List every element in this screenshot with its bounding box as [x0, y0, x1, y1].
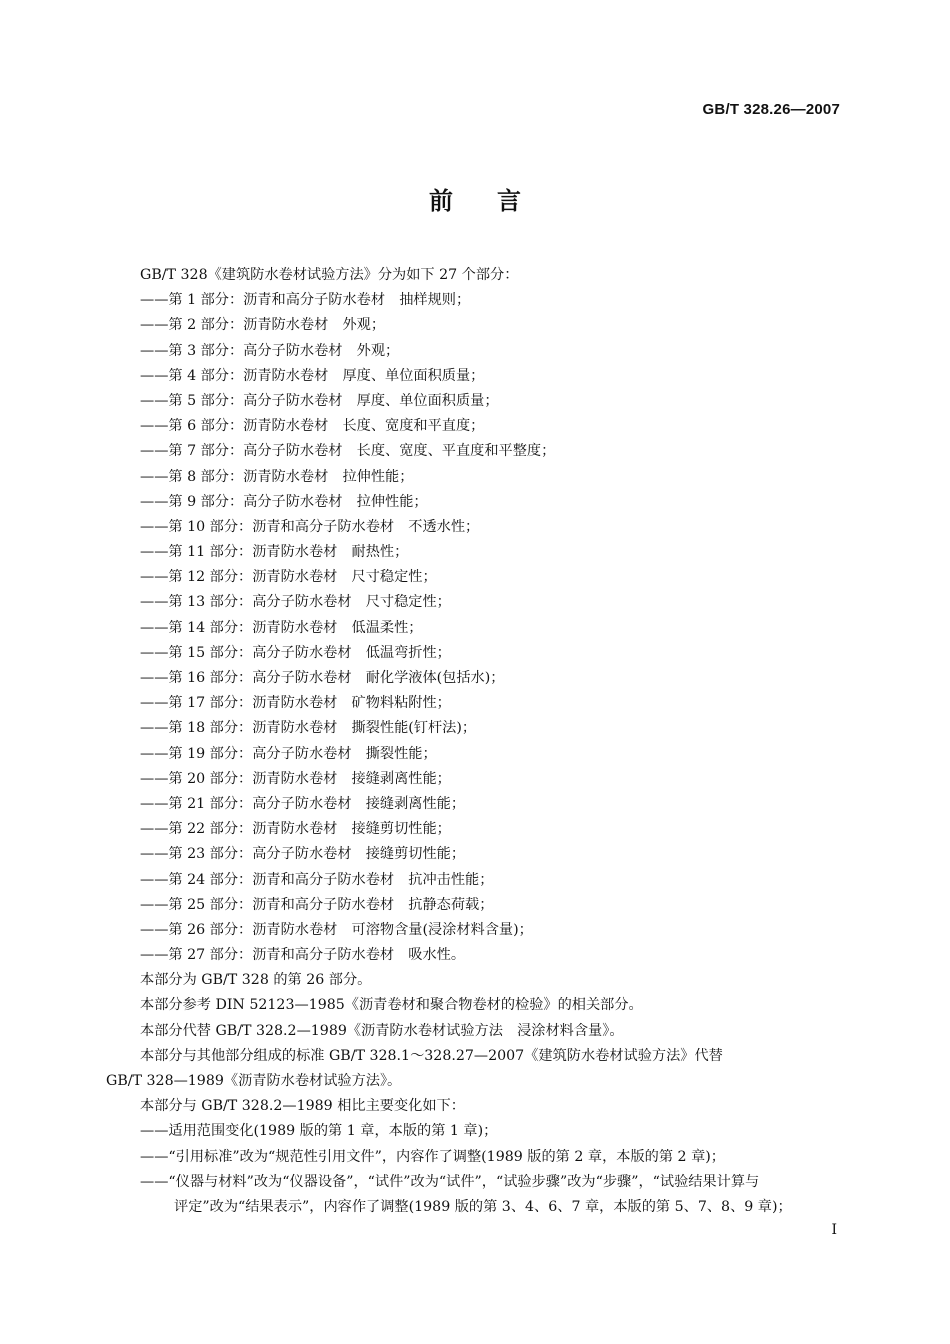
page-number: I	[831, 1222, 837, 1238]
part-list-item: ——第 17 部分：沥青防水卷材 矿物料粘附性；	[140, 695, 451, 712]
part-list-item: ——第 22 部分：沥青防水卷材 接缝剪切性能；	[140, 821, 451, 838]
part-list-item: ——第 26 部分：沥青防水卷材 可溶物含量(浸涂材料含量)；	[140, 921, 533, 938]
compose-paragraph-line1: 本部分与其他部分组成的标准 GB/T 328.1～328.27—2007《建筑防水卷材试验方法》代替	[140, 1047, 723, 1064]
part-list-item: ——第 3 部分：高分子防水卷材 外观；	[140, 342, 400, 359]
compose-paragraph-line2: GB/T 328—1989《沥青防水卷材试验方法》。	[106, 1073, 402, 1089]
part-list-item: ——第 25 部分：沥青和高分子防水卷材 抗静态荷载；	[140, 896, 494, 913]
part-list-item: ——第 20 部分：沥青防水卷材 接缝剥离性能；	[140, 770, 451, 787]
part-list-item: ——第 19 部分：高分子防水卷材 撕裂性能；	[140, 745, 437, 762]
part-list-item: ——第 23 部分：高分子防水卷材 接缝剪切性能；	[140, 846, 466, 863]
part-list-item: ——第 13 部分：高分子防水卷材 尺寸稳定性；	[140, 594, 451, 611]
part-list-item: ——第 21 部分：高分子防水卷材 接缝剥离性能；	[140, 795, 466, 812]
changes-intro: 本部分与 GB/T 328.2—1989 相比主要变化如下：	[140, 1098, 465, 1115]
part-list-item: ——第 9 部分：高分子防水卷材 拉伸性能；	[140, 493, 428, 510]
part-list-item: ——第 11 部分：沥青防水卷材 耐热性；	[140, 544, 409, 561]
part-list-item: ——第 7 部分：高分子防水卷材 长度、宽度、平直度和平整度；	[140, 443, 556, 460]
part-list-item: ——第 6 部分：沥青防水卷材 长度、宽度和平直度；	[140, 418, 485, 435]
intro-paragraph: GB/T 328《建筑防水卷材试验方法》分为如下 27 个部分：	[140, 267, 519, 283]
part-list-item: ——第 24 部分：沥青和高分子防水卷材 抗冲击性能；	[140, 871, 494, 888]
page-title: 前言	[429, 187, 565, 215]
change-item: ——“仪器与材料”改为“仪器设备”，“试件”改为“试件”，“试验步骤”改为“步骤”，“试验结果计算与	[140, 1173, 760, 1190]
change-item-continuation: 评定”改为“结果表示”，内容作了调整(1989 版的第 3、4、6、7 章，本版的第 5、7、8、9 章)；	[174, 1198, 792, 1215]
document-body	[106, 263, 840, 1220]
statement-paragraph: 本部分为 GB/T 328 的第 26 部分。	[140, 972, 372, 989]
part-list-item: ——第 4 部分：沥青防水卷材 厚度、单位面积质量；	[140, 367, 485, 384]
part-list-item: ——第 14 部分：沥青防水卷材 低温柔性；	[140, 619, 423, 636]
standard-code: GB/T 328.26—2007	[702, 101, 840, 118]
part-list-item: ——第 18 部分：沥青防水卷材 撕裂性能(钉杆法)；	[140, 720, 477, 737]
part-list-item: ——第 16 部分：高分子防水卷材 耐化学液体(包括水)；	[140, 670, 505, 686]
part-list-item: ——第 2 部分：沥青防水卷材 外观；	[140, 317, 386, 334]
statement-paragraph: 本部分代替 GB/T 328.2—1989《沥青防水卷材试验方法 浸涂材料含量》。	[140, 1022, 624, 1039]
part-list-item: ——第 5 部分：高分子防水卷材 厚度、单位面积质量；	[140, 392, 499, 409]
change-item: ——适用范围变化(1989 版的第 1 章，本版的第 1 章)；	[140, 1123, 498, 1140]
part-list-item: ——第 8 部分：沥青防水卷材 拉伸性能；	[140, 468, 414, 485]
change-item: ——“引用标准”改为“规范性引用文件”，内容作了调整(1989 版的第 2 章，本版的第 2 章)；	[140, 1148, 725, 1165]
part-list-item: ——第 12 部分：沥青防水卷材 尺寸稳定性；	[140, 569, 437, 586]
part-list-item: ——第 1 部分：沥青和高分子防水卷材 抽样规则；	[140, 292, 471, 309]
statement-paragraph: 本部分参考 DIN 52123—1985《沥青卷材和聚合物卷材的检验》的相关部分。	[140, 997, 643, 1014]
part-list-item: ——第 15 部分：高分子防水卷材 低温弯折性；	[140, 644, 451, 661]
part-list-item: ——第 27 部分：沥青和高分子防水卷材 吸水性。	[140, 947, 466, 964]
part-list-item: ——第 10 部分：沥青和高分子防水卷材 不透水性；	[140, 518, 480, 535]
